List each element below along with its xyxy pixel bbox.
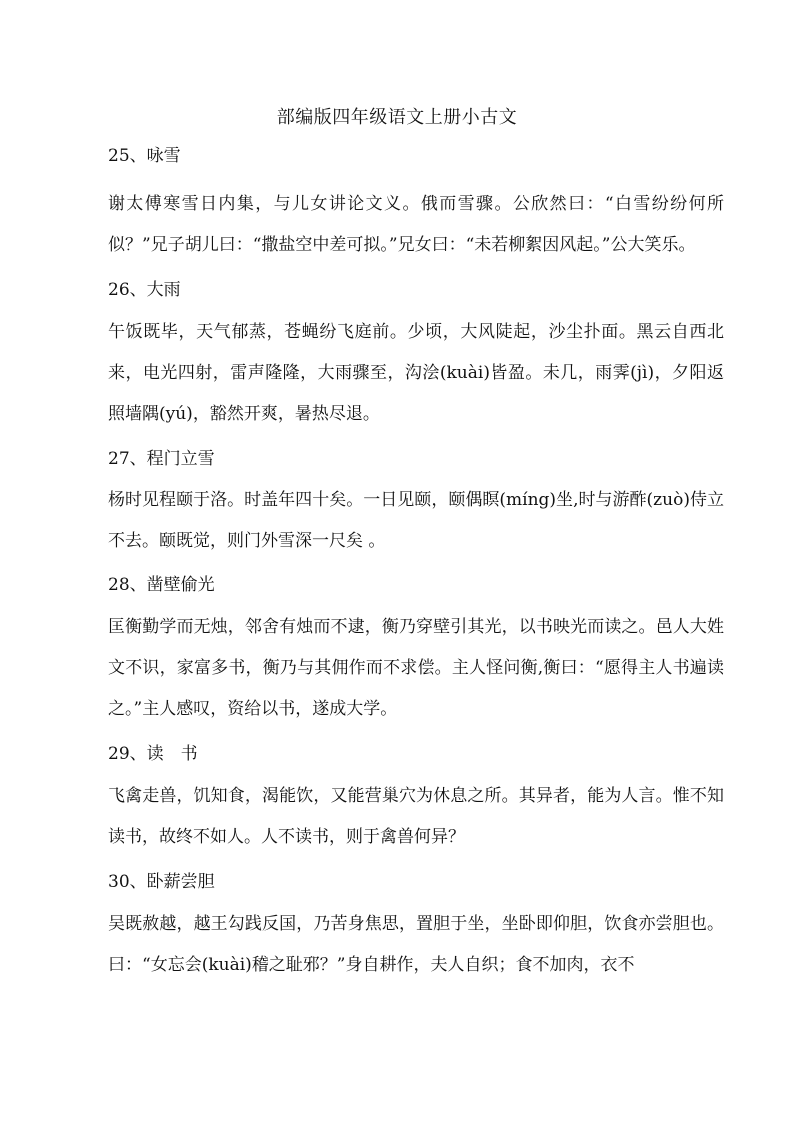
section-text-27: 杨时见程颐于洛。时盖年四十矣。一日见颐，颐偶瞑(míng)坐,时与游酢(zuò)侍立不去。颐既觉，则门外雪深一尺矣 。 xyxy=(108,490,724,551)
section-text-30: 吴既赦越，越王勾践反国，乃苦身焦思，置胆于坐，坐卧即仰胆，饮食亦尝胆也。曰：“女忘会(kuài)稽之耻邪？”身自耕作，夫人自织；食不加肉，衣不 xyxy=(108,914,724,975)
document-body xyxy=(108,142,724,986)
section-heading-25: 25、咏雪 xyxy=(108,146,181,166)
section-heading-28: 28、凿壁偷光 xyxy=(108,575,215,595)
section-heading-27: 27、程门立雪 xyxy=(108,449,215,469)
section-heading-30: 30、卧薪尝胆 xyxy=(108,872,215,892)
section-text-26: 午饭既毕，天气郁蒸，苍蝇纷飞庭前。少顷，大风陡起，沙尘扑面。黑云自西北来，电光四射，雷声隆隆，大雨骤至，沟浍(kuài)皆盈。未几，雨霁(jì)，夕阳返照墙隅(yú)，豁然开爽，暑热尽退。 xyxy=(108,322,724,424)
section-text-25: 谢太傅寒雪日内集，与儿女讲论文义。俄而雪骤。公欣然曰：“白雪纷纷何所似？”兄子胡儿曰：“撒盐空中差可拟。”兄女曰：“未若柳絮因风起。”公大笑乐。 xyxy=(108,194,724,255)
section-text-28: 匡衡勤学而无烛，邻舍有烛而不逮，衡乃穿壁引其光，以书映光而读之。邑人大姓文不识，家富多书，衡乃与其佣作而不求偿。主人怪问衡,衡曰：“愿得主人书遍读之。”主人感叹，资给以书，遂成大学。 xyxy=(108,617,724,719)
section-heading-29: 29、读 书 xyxy=(108,744,198,764)
section-heading-26: 26、大雨 xyxy=(108,280,181,300)
document-title: 部编版四年级语文上册小古文 xyxy=(276,107,518,128)
section-text-29: 飞禽走兽，饥知食，渴能饮，又能营巢穴为休息之所。其异者，能为人言。惟不知读书，故终不如人。人不读书，则于禽兽何异？ xyxy=(108,786,724,847)
